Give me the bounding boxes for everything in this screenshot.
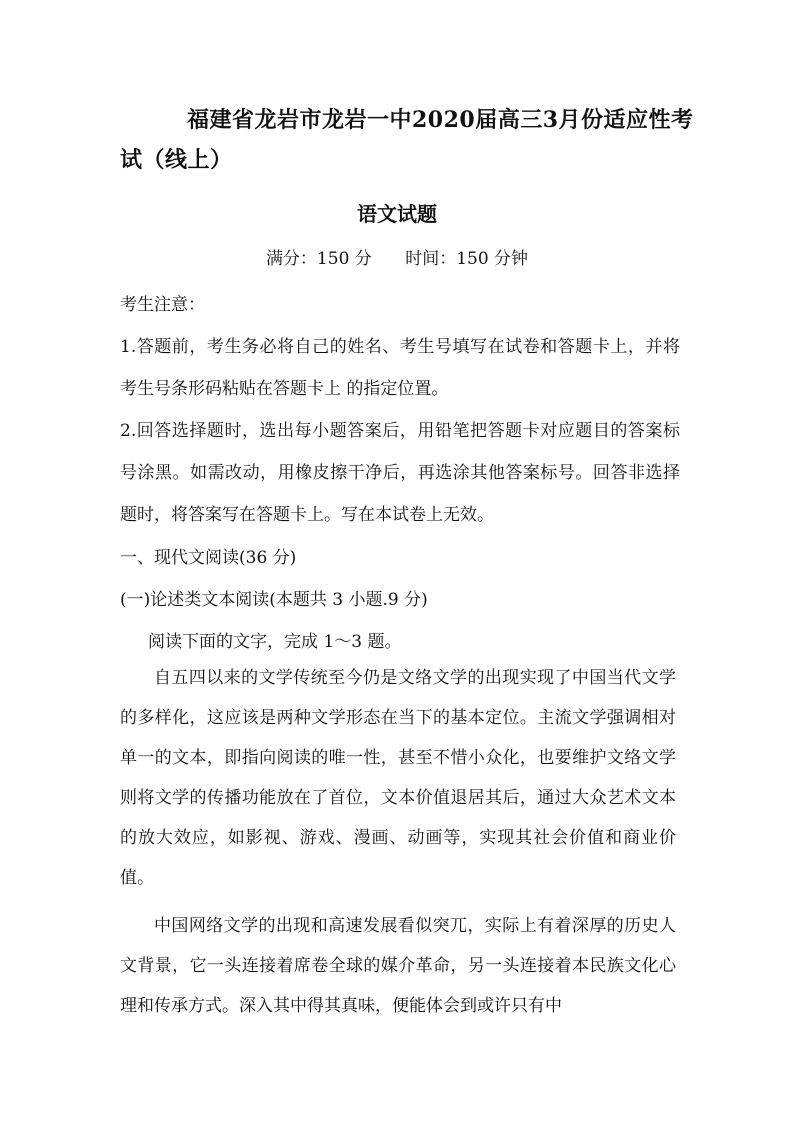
passage-paragraph-1: 自五四以来的文学传统至今仍是文络文学的出现实现了中国当代文学的多样化，这应该是两种文学形态在当下的基本定位。主流文学强调相对单一的文本，即指向阅读的唯一性，甚至不惜小众化，也要维护文络文学则将文学的传播功能放在了首位，文本价值退居其后，通过大众艺术文本的放大效应，如影视、游戏、漫画、动画等，实现其社会价值和商业价值。 (120, 668, 676, 888)
passage-paragraph-2: 中国网络文学的出现和高速发展看似突兀，实际上有着深厚的历史人文背景，它一头连接着席卷全球的媒介革命，另一头连接着本民族文化心理和传承方式。深入其中得其真味，便能体会到或许只有中 (120, 916, 676, 1016)
full-score: 满分：150 分 (265, 249, 372, 269)
reading-instruction: 阅读下面的文字，完成 1～3 题。 (148, 632, 402, 652)
notice-heading: 考生注意： (120, 295, 205, 315)
section-heading: 一、现代文阅读(36 分) (120, 548, 297, 568)
subsection-heading: (一)论述类文本阅读(本题共 3 小题.9 分) (120, 590, 428, 610)
exam-title-line2: 试（线上） (120, 147, 233, 173)
exam-time: 时间：150 分钟 (405, 249, 529, 269)
notice-item-2: 2.回答选择题时，选出每小题答案后，用铅笔把答题卡对应题目的答案标号涂黑。如需改动，用橡皮擦干净后，再选涂其他答案标号。回答非选择题时，将答案写在答题卡上。写在本试卷上无效。 (120, 421, 680, 525)
exam-title-line1: 福建省龙岩市龙岩一中2020届高三3月份适应性考 (187, 107, 694, 133)
exam-meta (0, 244, 794, 269)
notice-item-1: 1.答题前，考生务必将自己的姓名、考生号填写在试卷和答题卡上，并将考生号条形码粘贴在答题卡上 的指定位置。 (120, 337, 680, 399)
subject-title: 语文试题 (357, 202, 437, 226)
